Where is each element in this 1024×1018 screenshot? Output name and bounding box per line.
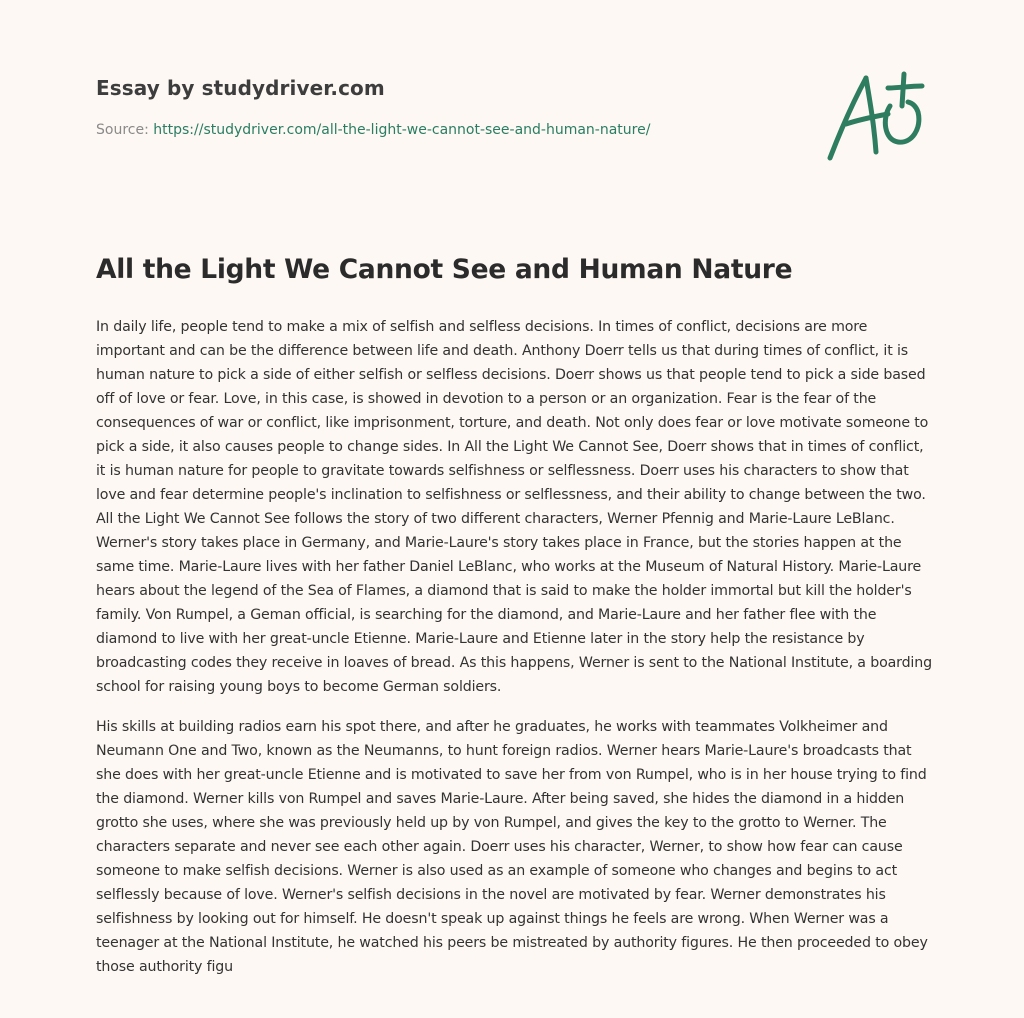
page-header <box>96 76 796 138</box>
paragraph: His skills at building radios earn his spot there, and after he graduates, he works with teammates Volkheimer and Neumann One and Two, known as the Neumanns, to hunt foreign radios. Werner hears Marie-Laure's broadcasts that she does with her great-uncle Etienne and is motivated to save her from von Rumpel, who is in her house trying to find the diamond. Werner kills von Rumpel and saves Marie-Laure. After being saved, she hides the diamond in a hidden grotto she uses, where she was previously held up by von Rumpel, and gives the key to the grotto to Werner. The characters separate and never see each other again. Doerr uses his character, Werner, to show how fear can cause someone to make selfish decisions. Werner is also used as an example of someone who changes and begins to act selflessly because of love. Werner's selfish decisions in the novel are motivated by fear. Werner demonstrates his selfishness by looking out for himself. He doesn't speak up against things he feels are wrong. When Werner was a teenager at the National Institute, he watched his peers be mistreated by authority figures. He then proceeded to obey those authority figu <box>96 719 928 975</box>
a-plus-logo <box>818 66 928 166</box>
paragraph: In daily life, people tend to make a mix of selfish and selfless decisions. In times of conflict, decisions are more important and can be the difference between life and death. Anthony Doerr tells us that during times of conflict, it is human nature to pick a side of either selfish or selfless decisions. Doerr shows us that people tend to pick a side based off of love or fear. Love, in this case, is showed in devotion to a person or an organization. Fear is the fear of the consequences of war or conflict, like imprisonment, torture, and death. Not only does fear or love motivate someone to pick a side, it also causes people to change sides. In All the Light We Cannot See, Doerr shows that in times of conflict, it is human nature for people to gravitate towards selfishness or selflessness. Doerr uses his characters to show that love and fear determine people's inclination to selfishness or selflessness, and their ability to change between the two. All the Light We Cannot See follows the story of two different characters, Werner Pfennig and Marie-Laure LeBlanc. Werner's story takes place in Germany, and Marie-Laure's story takes place in France, but the stories happen at the same time. Marie-Laure lives with her father Daniel LeBlanc, who works at the Museum of Natural History. Marie-Laure hears about the legend of the Sea of Flames, a diamond that is said to make the holder immortal but kill the holder's family. Von Rumpel, a Geman official, is searching for the diamond, and Marie-Laure and her father flee with the diamond to live with her great-uncle Etienne. Marie-Laure and Etienne later in the story help the resistance by broadcasting codes they receive in loaves of bread. As this happens, Werner is sent to the National Institute, a boarding school for raising young boys to become German soldiers. <box>96 319 932 695</box>
article-title: All the Light We Cannot See and Human Nature <box>96 254 793 285</box>
article-body <box>96 315 934 995</box>
source-line <box>96 122 796 138</box>
source-link[interactable]: https://studydriver.com/all-the-light-we-cannot-see-and-human-nature/ <box>153 122 651 138</box>
a-plus-logo-graphic <box>818 66 928 166</box>
source-label: Source: <box>96 122 154 138</box>
site-brand: Essay by studydriver.com <box>96 76 385 100</box>
